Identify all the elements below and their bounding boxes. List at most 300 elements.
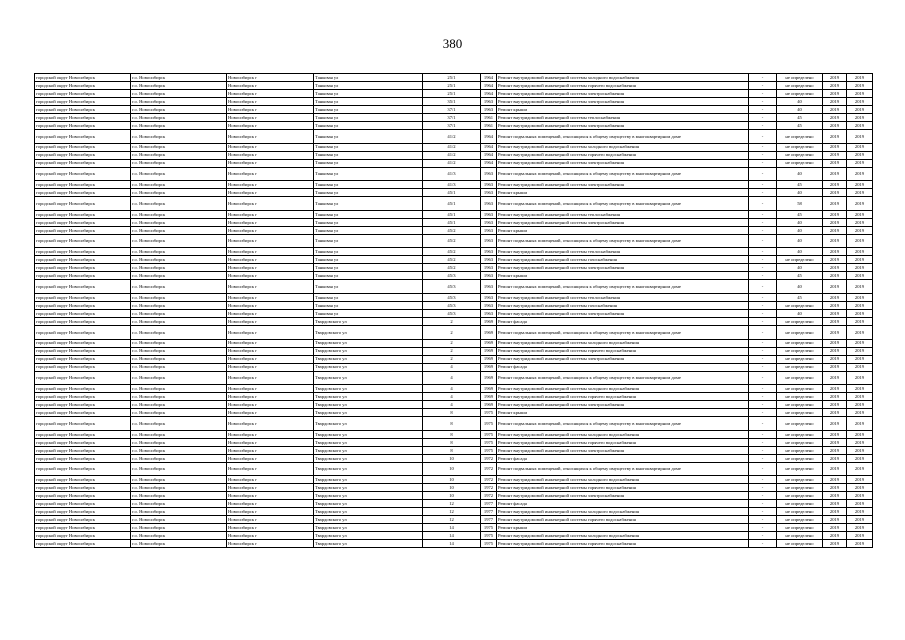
cell-work-type: Ремонт внутридомовой инженерной системы электроснабжения — [497, 122, 749, 130]
cell-work-type: Ремонт внутридомовой инженерной системы газоснабжения — [497, 256, 749, 264]
cell-settlement: Новосибирск г — [227, 82, 314, 90]
cell-build-year: 1963 — [481, 98, 497, 106]
cell-municipal-district: городской округ Новосибирск — [35, 532, 131, 540]
cell-house-number: 45/3 — [423, 280, 481, 294]
cell-settlement: Новосибирск г — [227, 430, 314, 438]
cell-city-district: г.о. Новосибирск — [131, 272, 227, 280]
table-row — [35, 280, 873, 294]
cell-start-year: 2019 — [823, 189, 847, 197]
table-row — [35, 309, 873, 317]
table-row — [35, 500, 873, 508]
cell-end-year: 2019 — [847, 371, 873, 385]
cell-build-year: 1977 — [481, 516, 497, 524]
cell-end-year: 2019 — [847, 484, 873, 492]
cell-municipal-district: городской округ Новосибирск — [35, 355, 131, 363]
cell-start-year: 2019 — [823, 492, 847, 500]
cell-work-type: Ремонт крыши — [497, 189, 749, 197]
cell-start-year: 2019 — [823, 301, 847, 309]
cell-municipal-district: городской округ Новосибирск — [35, 293, 131, 301]
cell-status: 40 — [777, 226, 823, 234]
cell-cost: - — [749, 524, 777, 532]
cell-municipal-district: городской округ Новосибирск — [35, 167, 131, 181]
cell-start-year: 2019 — [823, 181, 847, 189]
cell-settlement: Новосибирск г — [227, 248, 314, 256]
cell-status: не определено — [777, 347, 823, 355]
cell-status: не определено — [777, 401, 823, 409]
cell-start-year: 2019 — [823, 317, 847, 325]
cell-street: Танковая ул — [314, 167, 423, 181]
cell-city-district: г.о. Новосибирск — [131, 280, 227, 294]
cell-city-district: г.о. Новосибирск — [131, 325, 227, 339]
cell-city-district: г.о. Новосибирск — [131, 122, 227, 130]
table-row — [35, 417, 873, 431]
cell-status: 45 — [777, 210, 823, 218]
cell-end-year: 2019 — [847, 280, 873, 294]
cell-build-year: 1975 — [481, 446, 497, 454]
cell-street: Танковая ул — [314, 309, 423, 317]
cell-work-type: Ремонт крыши — [497, 272, 749, 280]
cell-build-year: 1972 — [481, 462, 497, 476]
cell-work-type: Ремонт внутридомовой инженерной системы теплоснабжения — [497, 210, 749, 218]
cell-street: Танковая ул — [314, 189, 423, 197]
table-row — [35, 532, 873, 540]
cell-start-year: 2019 — [823, 508, 847, 516]
cell-status: 40 — [777, 309, 823, 317]
cell-start-year: 2019 — [823, 167, 847, 181]
cell-house-number: 8 — [423, 438, 481, 446]
cell-city-district: г.о. Новосибирск — [131, 508, 227, 516]
cell-settlement: Новосибирск г — [227, 167, 314, 181]
cell-status: 40 — [777, 106, 823, 114]
cell-status: не определено — [777, 371, 823, 385]
cell-settlement: Новосибирск г — [227, 540, 314, 548]
cell-house-number: 10 — [423, 484, 481, 492]
cell-end-year: 2019 — [847, 301, 873, 309]
cell-build-year: 1969 — [481, 317, 497, 325]
cell-settlement: Новосибирск г — [227, 508, 314, 516]
cell-city-district: г.о. Новосибирск — [131, 532, 227, 540]
cell-build-year: 1969 — [481, 355, 497, 363]
cell-end-year: 2019 — [847, 393, 873, 401]
cell-house-number: 12 — [423, 516, 481, 524]
cell-cost: - — [749, 325, 777, 339]
cell-build-year: 1964 — [481, 159, 497, 167]
cell-end-year: 2019 — [847, 130, 873, 144]
cell-house-number: 14 — [423, 524, 481, 532]
table-row — [35, 234, 873, 248]
cell-end-year: 2019 — [847, 181, 873, 189]
cell-cost: - — [749, 347, 777, 355]
cell-settlement: Новосибирск г — [227, 143, 314, 151]
cell-house-number: 45/2 — [423, 248, 481, 256]
cell-start-year: 2019 — [823, 90, 847, 98]
cell-city-district: г.о. Новосибирск — [131, 500, 227, 508]
cell-city-district: г.о. Новосибирск — [131, 264, 227, 272]
cell-work-type: Ремонт внутридомовой инженерной системы электроснабжения — [497, 218, 749, 226]
cell-start-year: 2019 — [823, 363, 847, 371]
table-row — [35, 317, 873, 325]
cell-build-year: 1964 — [481, 130, 497, 144]
cell-city-district: г.о. Новосибирск — [131, 181, 227, 189]
cell-work-type: Ремонт подвальных помещений, относящихся к общему имуществу в многоквартирном доме — [497, 234, 749, 248]
cell-settlement: Новосибирск г — [227, 385, 314, 393]
cell-status: не определено — [777, 143, 823, 151]
cell-build-year: 1963 — [481, 264, 497, 272]
cell-house-number: 8 — [423, 446, 481, 454]
cell-house-number: 25/1 — [423, 90, 481, 98]
cell-city-district: г.о. Новосибирск — [131, 98, 227, 106]
cell-municipal-district: городской округ Новосибирск — [35, 143, 131, 151]
cell-settlement: Новосибирск г — [227, 293, 314, 301]
cell-work-type: Ремонт внутридомовой инженерной системы горячего водоснабжения — [497, 516, 749, 524]
cell-municipal-district: городской округ Новосибирск — [35, 197, 131, 211]
cell-end-year: 2019 — [847, 218, 873, 226]
cell-build-year: 1975 — [481, 524, 497, 532]
cell-build-year: 1969 — [481, 371, 497, 385]
cell-build-year: 1963 — [481, 280, 497, 294]
cell-end-year: 2019 — [847, 317, 873, 325]
cell-start-year: 2019 — [823, 454, 847, 462]
cell-build-year: 1972 — [481, 492, 497, 500]
cell-build-year: 1963 — [481, 301, 497, 309]
cell-end-year: 2019 — [847, 226, 873, 234]
cell-status: не определено — [777, 492, 823, 500]
cell-street: Твардовского ул — [314, 401, 423, 409]
cell-status: не определено — [777, 540, 823, 548]
cell-municipal-district: городской округ Новосибирск — [35, 492, 131, 500]
cell-start-year: 2019 — [823, 159, 847, 167]
cell-street: Твардовского ул — [314, 409, 423, 417]
cell-end-year: 2019 — [847, 430, 873, 438]
cell-street: Танковая ул — [314, 151, 423, 159]
cell-settlement: Новосибирск г — [227, 189, 314, 197]
table-row — [35, 130, 873, 144]
cell-street: Твардовского ул — [314, 532, 423, 540]
cell-house-number: 4 — [423, 401, 481, 409]
cell-work-type: Ремонт внутридомовой инженерной системы горячего водоснабжения — [497, 540, 749, 548]
table-row — [35, 106, 873, 114]
cell-end-year: 2019 — [847, 82, 873, 90]
cell-street: Танковая ул — [314, 98, 423, 106]
cell-status: 40 — [777, 264, 823, 272]
cell-cost: - — [749, 417, 777, 431]
cell-municipal-district: городской округ Новосибирск — [35, 484, 131, 492]
cell-municipal-district: городской округ Новосибирск — [35, 82, 131, 90]
cell-cost: - — [749, 74, 777, 82]
cell-build-year: 1975 — [481, 540, 497, 548]
cell-work-type: Ремонт внутридомовой инженерной системы холодного водоснабжения — [497, 476, 749, 484]
cell-start-year: 2019 — [823, 325, 847, 339]
cell-build-year: 1972 — [481, 454, 497, 462]
cell-work-type: Ремонт внутридомовой инженерной системы горячего водоснабжения — [497, 347, 749, 355]
cell-work-type: Ремонт внутридомовой инженерной системы холодного водоснабжения — [497, 430, 749, 438]
cell-status: не определено — [777, 151, 823, 159]
cell-settlement: Новосибирск г — [227, 151, 314, 159]
cell-city-district: г.о. Новосибирск — [131, 74, 227, 82]
cell-street: Твардовского ул — [314, 492, 423, 500]
table-row — [35, 98, 873, 106]
cell-cost: - — [749, 508, 777, 516]
cell-end-year: 2019 — [847, 98, 873, 106]
cell-work-type: Ремонт крыши — [497, 524, 749, 532]
cell-end-year: 2019 — [847, 122, 873, 130]
cell-house-number: 45/1 — [423, 218, 481, 226]
cell-cost: - — [749, 130, 777, 144]
cell-street: Танковая ул — [314, 82, 423, 90]
cell-house-number: 4 — [423, 371, 481, 385]
cell-work-type: Ремонт подвальных помещений, относящихся к общему имуществу в многоквартирном доме — [497, 325, 749, 339]
cell-municipal-district: городской округ Новосибирск — [35, 98, 131, 106]
cell-status: 40 — [777, 98, 823, 106]
cell-municipal-district: городской округ Новосибирск — [35, 189, 131, 197]
cell-work-type: Ремонт внутридомовой инженерной системы холодного водоснабжения — [497, 339, 749, 347]
cell-city-district: г.о. Новосибирск — [131, 218, 227, 226]
table-row — [35, 248, 873, 256]
cell-settlement: Новосибирск г — [227, 532, 314, 540]
cell-build-year: 1975 — [481, 417, 497, 431]
cell-city-district: г.о. Новосибирск — [131, 417, 227, 431]
cell-street: Танковая ул — [314, 256, 423, 264]
cell-start-year: 2019 — [823, 417, 847, 431]
cell-status: не определено — [777, 393, 823, 401]
cell-end-year: 2019 — [847, 143, 873, 151]
cell-cost: - — [749, 401, 777, 409]
cell-work-type: Ремонт внутридомовой инженерной системы теплоснабжения — [497, 114, 749, 122]
cell-build-year: 1969 — [481, 385, 497, 393]
cell-start-year: 2019 — [823, 143, 847, 151]
cell-settlement: Новосибирск г — [227, 484, 314, 492]
table-row — [35, 143, 873, 151]
cell-end-year: 2019 — [847, 454, 873, 462]
table-row — [35, 476, 873, 484]
table-row — [35, 401, 873, 409]
cell-cost: - — [749, 317, 777, 325]
cell-street: Твардовского ул — [314, 476, 423, 484]
cell-end-year: 2019 — [847, 524, 873, 532]
cell-cost: - — [749, 385, 777, 393]
cell-work-type: Ремонт внутридомовой инженерной системы электроснабжения — [497, 181, 749, 189]
cell-house-number: 12 — [423, 508, 481, 516]
cell-end-year: 2019 — [847, 462, 873, 476]
cell-street: Танковая ул — [314, 159, 423, 167]
cell-street: Танковая ул — [314, 280, 423, 294]
cell-settlement: Новосибирск г — [227, 309, 314, 317]
table-row — [35, 293, 873, 301]
cell-city-district: г.о. Новосибирск — [131, 484, 227, 492]
cell-work-type: Ремонт внутридомовой инженерной системы электроснабжения — [497, 401, 749, 409]
cell-start-year: 2019 — [823, 98, 847, 106]
cell-build-year: 1963 — [481, 218, 497, 226]
cell-city-district: г.о. Новосибирск — [131, 401, 227, 409]
table-row — [35, 325, 873, 339]
cell-street: Твардовского ул — [314, 454, 423, 462]
cell-start-year: 2019 — [823, 355, 847, 363]
cell-end-year: 2019 — [847, 248, 873, 256]
cell-city-district: г.о. Новосибирск — [131, 409, 227, 417]
cell-work-type: Ремонт внутридомовой инженерной системы электроснабжения — [497, 98, 749, 106]
cell-status: не определено — [777, 454, 823, 462]
cell-settlement: Новосибирск г — [227, 226, 314, 234]
cell-city-district: г.о. Новосибирск — [131, 454, 227, 462]
cell-cost: - — [749, 454, 777, 462]
cell-settlement: Новосибирск г — [227, 438, 314, 446]
cell-municipal-district: городской округ Новосибирск — [35, 280, 131, 294]
cell-house-number: 45/2 — [423, 234, 481, 248]
cell-end-year: 2019 — [847, 516, 873, 524]
cell-status: не определено — [777, 417, 823, 431]
cell-cost: - — [749, 106, 777, 114]
cell-build-year: 1969 — [481, 363, 497, 371]
cell-municipal-district: городской округ Новосибирск — [35, 317, 131, 325]
cell-end-year: 2019 — [847, 151, 873, 159]
cell-start-year: 2019 — [823, 438, 847, 446]
cell-street: Твардовского ул — [314, 385, 423, 393]
cell-build-year: 1963 — [481, 272, 497, 280]
cell-settlement: Новосибирск г — [227, 401, 314, 409]
cell-build-year: 1975 — [481, 409, 497, 417]
cell-build-year: 1977 — [481, 500, 497, 508]
cell-settlement: Новосибирск г — [227, 181, 314, 189]
cell-cost: - — [749, 363, 777, 371]
cell-start-year: 2019 — [823, 446, 847, 454]
cell-status: не определено — [777, 500, 823, 508]
cell-status: не определено — [777, 438, 823, 446]
cell-build-year: 1963 — [481, 248, 497, 256]
table-row — [35, 438, 873, 446]
cell-start-year: 2019 — [823, 540, 847, 548]
cell-house-number: 14 — [423, 532, 481, 540]
table-row — [35, 264, 873, 272]
cell-house-number: 8 — [423, 409, 481, 417]
cell-municipal-district: городской округ Новосибирск — [35, 248, 131, 256]
cell-settlement: Новосибирск г — [227, 524, 314, 532]
cell-end-year: 2019 — [847, 532, 873, 540]
cell-street: Танковая ул — [314, 301, 423, 309]
cell-end-year: 2019 — [847, 114, 873, 122]
cell-street: Твардовского ул — [314, 371, 423, 385]
cell-street: Твардовского ул — [314, 339, 423, 347]
cell-work-type: Ремонт подвальных помещений, относящихся к общему имуществу в многоквартирном доме — [497, 280, 749, 294]
cell-end-year: 2019 — [847, 256, 873, 264]
cell-city-district: г.о. Новосибирск — [131, 82, 227, 90]
table-row — [35, 122, 873, 130]
cell-street: Танковая ул — [314, 210, 423, 218]
cell-city-district: г.о. Новосибирск — [131, 446, 227, 454]
cell-cost: - — [749, 476, 777, 484]
cell-municipal-district: городской округ Новосибирск — [35, 74, 131, 82]
cell-status: 40 — [777, 248, 823, 256]
cell-start-year: 2019 — [823, 210, 847, 218]
cell-municipal-district: городской округ Новосибирск — [35, 151, 131, 159]
cell-cost: - — [749, 143, 777, 151]
cell-street: Твардовского ул — [314, 417, 423, 431]
cell-start-year: 2019 — [823, 82, 847, 90]
cell-settlement: Новосибирск г — [227, 454, 314, 462]
cell-municipal-district: городской округ Новосибирск — [35, 430, 131, 438]
cell-settlement: Новосибирск г — [227, 159, 314, 167]
cell-cost: - — [749, 438, 777, 446]
cell-status: 45 — [777, 293, 823, 301]
cell-municipal-district: городской округ Новосибирск — [35, 516, 131, 524]
cell-house-number: 10 — [423, 476, 481, 484]
cell-status: не определено — [777, 385, 823, 393]
cell-city-district: г.о. Новосибирск — [131, 524, 227, 532]
cell-house-number: 10 — [423, 462, 481, 476]
cell-work-type: Ремонт внутридомовой инженерной системы холодного водоснабжения — [497, 385, 749, 393]
cell-house-number: 41/3 — [423, 167, 481, 181]
cell-build-year: 1977 — [481, 508, 497, 516]
cell-build-year: 1964 — [481, 90, 497, 98]
cell-settlement: Новосибирск г — [227, 462, 314, 476]
cell-house-number: 4 — [423, 385, 481, 393]
table-row — [35, 462, 873, 476]
cell-build-year: 1961 — [481, 114, 497, 122]
cell-street: Танковая ул — [314, 181, 423, 189]
cell-street: Твардовского ул — [314, 430, 423, 438]
cell-house-number: 2 — [423, 347, 481, 355]
cell-city-district: г.о. Новосибирск — [131, 309, 227, 317]
cell-settlement: Новосибирск г — [227, 106, 314, 114]
cell-settlement: Новосибирск г — [227, 393, 314, 401]
cell-cost: - — [749, 122, 777, 130]
cell-city-district: г.о. Новосибирск — [131, 210, 227, 218]
cell-build-year: 1963 — [481, 234, 497, 248]
cell-house-number: 41/2 — [423, 130, 481, 144]
cell-street: Твардовского ул — [314, 393, 423, 401]
cell-start-year: 2019 — [823, 122, 847, 130]
cell-build-year: 1969 — [481, 347, 497, 355]
table-row — [35, 524, 873, 532]
table-row — [35, 339, 873, 347]
cell-municipal-district: городской округ Новосибирск — [35, 234, 131, 248]
cell-start-year: 2019 — [823, 476, 847, 484]
table-row — [35, 74, 873, 82]
cell-street: Танковая ул — [314, 234, 423, 248]
cell-settlement: Новосибирск г — [227, 476, 314, 484]
cell-start-year: 2019 — [823, 339, 847, 347]
cell-start-year: 2019 — [823, 74, 847, 82]
cell-start-year: 2019 — [823, 248, 847, 256]
cell-end-year: 2019 — [847, 347, 873, 355]
cell-build-year: 1963 — [481, 181, 497, 189]
cell-status: не определено — [777, 325, 823, 339]
cell-cost: - — [749, 234, 777, 248]
cell-end-year: 2019 — [847, 272, 873, 280]
cell-work-type: Ремонт подвальных помещений, относящихся к общему имуществу в многоквартирном доме — [497, 197, 749, 211]
table-row — [35, 508, 873, 516]
cell-end-year: 2019 — [847, 159, 873, 167]
cell-street: Твардовского ул — [314, 363, 423, 371]
cell-house-number: 41/2 — [423, 143, 481, 151]
cell-work-type: Ремонт внутридомовой инженерной системы горячего водоснабжения — [497, 82, 749, 90]
table-row — [35, 393, 873, 401]
cell-settlement: Новосибирск г — [227, 363, 314, 371]
cell-municipal-district: городской округ Новосибирск — [35, 159, 131, 167]
cell-start-year: 2019 — [823, 347, 847, 355]
cell-municipal-district: городской округ Новосибирск — [35, 309, 131, 317]
cell-start-year: 2019 — [823, 218, 847, 226]
table-row — [35, 484, 873, 492]
table-row — [35, 516, 873, 524]
cell-street: Твардовского ул — [314, 500, 423, 508]
cell-status: не определено — [777, 516, 823, 524]
table-row — [35, 301, 873, 309]
table-row — [35, 189, 873, 197]
cell-house-number: 45/3 — [423, 309, 481, 317]
cell-municipal-district: городской округ Новосибирск — [35, 122, 131, 130]
cell-house-number: 2 — [423, 339, 481, 347]
cell-city-district: г.о. Новосибирск — [131, 143, 227, 151]
